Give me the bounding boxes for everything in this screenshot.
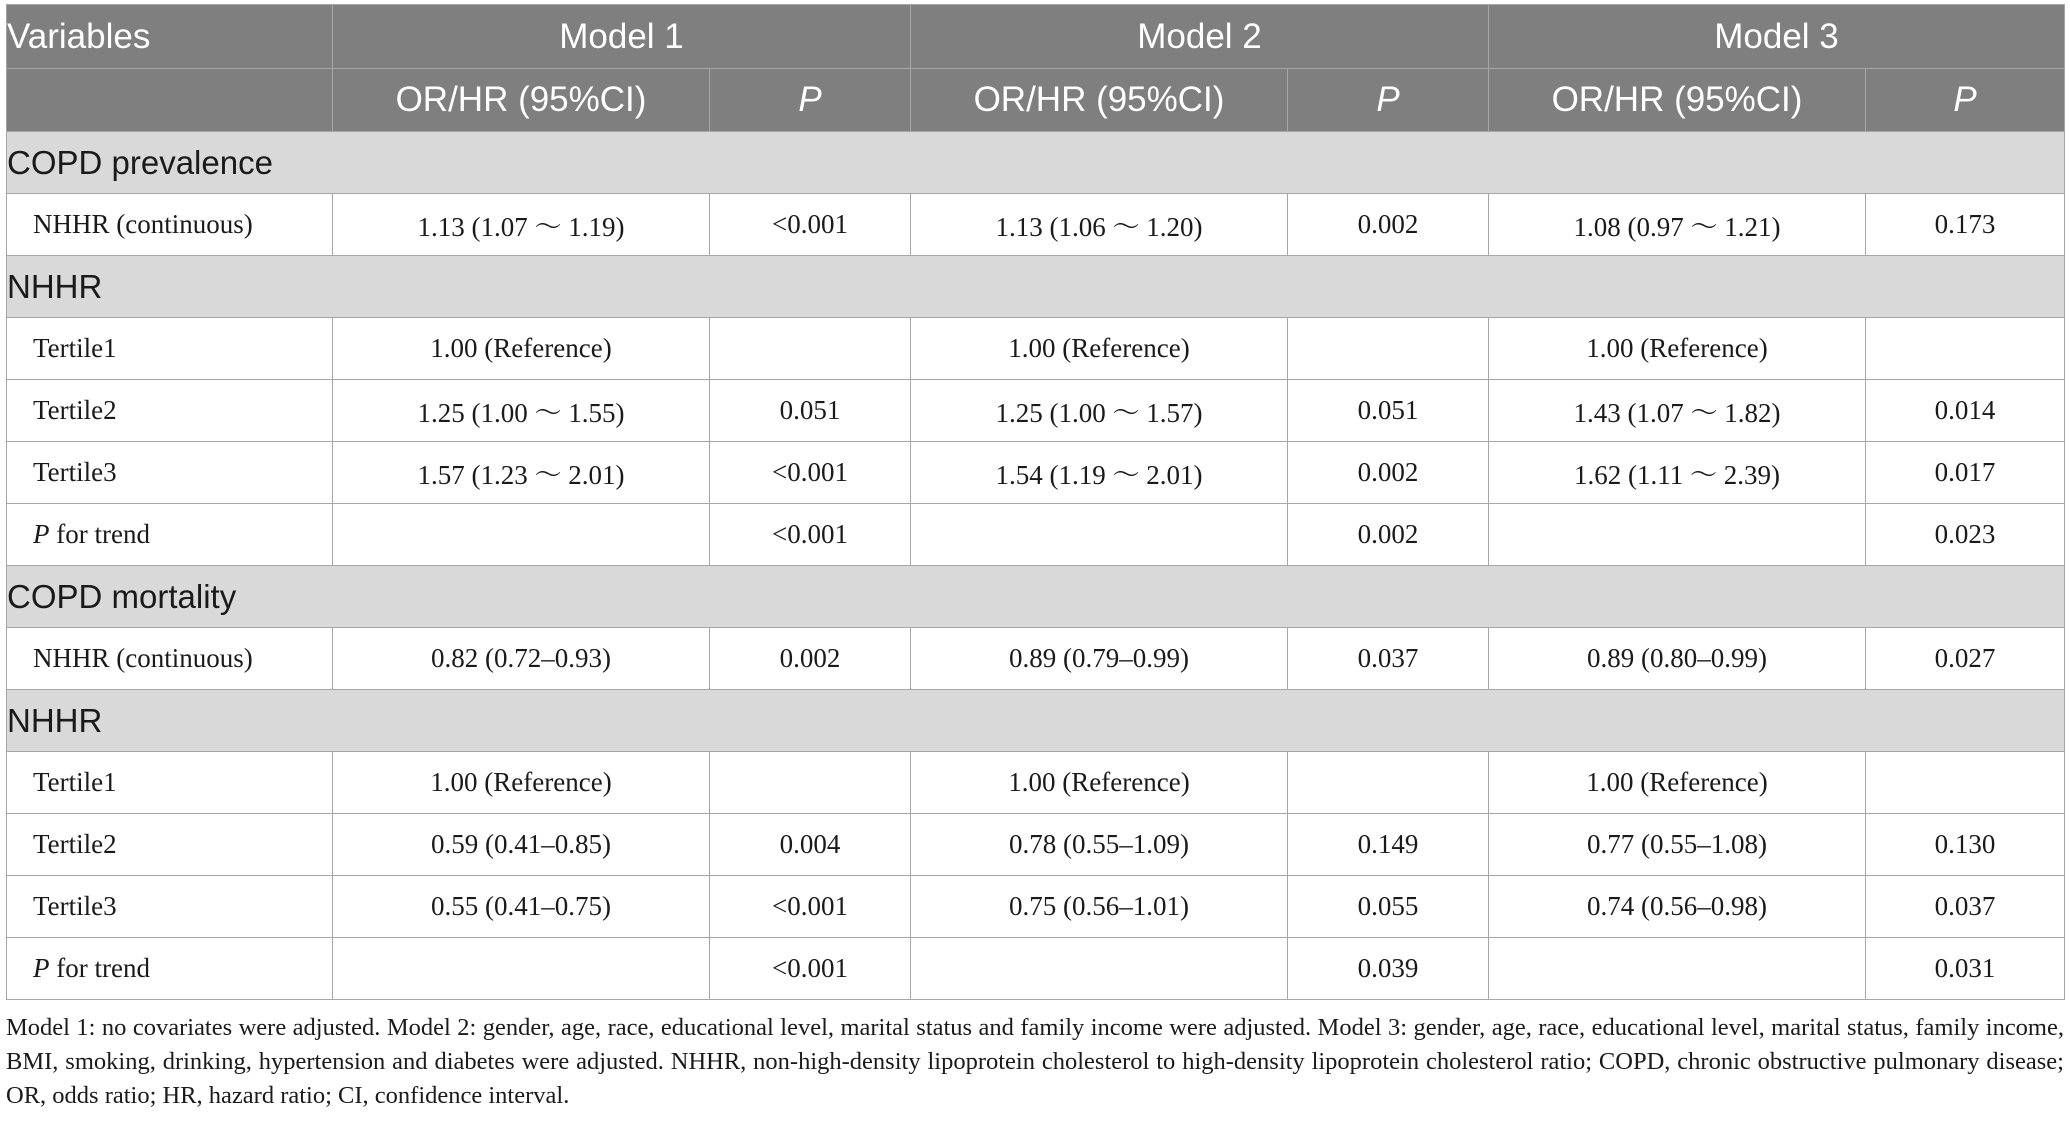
cell-or-hr <box>911 938 1288 1000</box>
header-empty <box>7 69 333 132</box>
cell-or-hr: 1.43 (1.07 ～ 1.82) <box>1489 380 1866 442</box>
row-label <box>7 938 333 1000</box>
table-row <box>7 628 2065 690</box>
row-label: Tertile3 <box>7 876 333 938</box>
section-header-row <box>7 256 2065 318</box>
subheader-p: P <box>710 69 911 132</box>
cell-or-hr: 1.25 (1.00 ～ 1.57) <box>911 380 1288 442</box>
cell-p-value: 0.149 <box>1288 814 1489 876</box>
cell-p-value <box>1866 752 2065 814</box>
cell-p-value: 0.051 <box>1288 380 1489 442</box>
subheader-or: OR/HR (95%CI) <box>333 69 710 132</box>
cell-or-hr: 1.00 (Reference) <box>333 318 710 380</box>
section-header-row <box>7 566 2065 628</box>
section-header-row <box>7 132 2065 194</box>
cell-p-value: 0.173 <box>1866 194 2065 256</box>
subheader-or: OR/HR (95%CI) <box>911 69 1288 132</box>
cell-or-hr: 1.13 (1.06 ～ 1.20) <box>911 194 1288 256</box>
table-row <box>7 504 2065 566</box>
cell-p-value: 0.037 <box>1288 628 1489 690</box>
cell-or-hr <box>333 938 710 1000</box>
cell-p-value: 0.031 <box>1866 938 2065 1000</box>
table-row <box>7 876 2065 938</box>
section-title: COPD mortality <box>7 566 2065 628</box>
subheader-p: P <box>1288 69 1489 132</box>
cell-p-value: 0.039 <box>1288 938 1489 1000</box>
row-label: Tertile2 <box>7 814 333 876</box>
subheader-p: P <box>1866 69 2065 132</box>
section-title: COPD prevalence <box>7 132 2065 194</box>
row-label-italic: P <box>33 519 50 549</box>
section-title: NHHR <box>7 690 2065 752</box>
header-row-sub <box>7 69 2065 132</box>
cell-p-value <box>1288 318 1489 380</box>
cell-p-value: <0.001 <box>710 876 911 938</box>
subheader-or: OR/HR (95%CI) <box>1489 69 1866 132</box>
cell-or-hr: 0.77 (0.55–1.08) <box>1489 814 1866 876</box>
cell-or-hr: 0.89 (0.80–0.99) <box>1489 628 1866 690</box>
row-label-italic: P <box>33 953 50 983</box>
header-model-3: Model 3 <box>1489 5 2065 69</box>
row-label: NHHR (continuous) <box>7 628 333 690</box>
results-table-container <box>6 4 2064 1000</box>
table-row <box>7 938 2065 1000</box>
cell-or-hr: 0.74 (0.56–0.98) <box>1489 876 1866 938</box>
cell-p-value: 0.037 <box>1866 876 2065 938</box>
cell-or-hr: 1.00 (Reference) <box>911 318 1288 380</box>
header-model-1: Model 1 <box>333 5 911 69</box>
cell-p-value: 0.002 <box>710 628 911 690</box>
row-label <box>7 504 333 566</box>
cell-or-hr: 1.25 (1.00 ～ 1.55) <box>333 380 710 442</box>
cell-or-hr <box>333 504 710 566</box>
cell-or-hr: 1.00 (Reference) <box>333 752 710 814</box>
cell-or-hr <box>911 504 1288 566</box>
cell-or-hr: 0.78 (0.55–1.09) <box>911 814 1288 876</box>
cell-or-hr: 1.57 (1.23 ～ 2.01) <box>333 442 710 504</box>
cell-p-value: 0.027 <box>1866 628 2065 690</box>
cell-or-hr: 1.00 (Reference) <box>1489 752 1866 814</box>
cell-or-hr: 0.55 (0.41–0.75) <box>333 876 710 938</box>
cell-p-value: 0.130 <box>1866 814 2065 876</box>
cell-or-hr: 1.62 (1.11 ～ 2.39) <box>1489 442 1866 504</box>
cell-p-value: 0.023 <box>1866 504 2065 566</box>
row-label-rest: for trend <box>49 519 150 549</box>
row-label-rest: for trend <box>49 953 150 983</box>
table-row <box>7 442 2065 504</box>
table-row <box>7 814 2065 876</box>
table-row <box>7 318 2065 380</box>
cell-p-value: 0.002 <box>1288 194 1489 256</box>
header-row-models <box>7 5 2065 69</box>
cell-or-hr: 1.54 (1.19 ～ 2.01) <box>911 442 1288 504</box>
section-title: NHHR <box>7 256 2065 318</box>
row-label: Tertile2 <box>7 380 333 442</box>
cell-or-hr <box>1489 504 1866 566</box>
cell-p-value: 0.017 <box>1866 442 2065 504</box>
row-label: NHHR (continuous) <box>7 194 333 256</box>
row-label: Tertile3 <box>7 442 333 504</box>
table-footnote: Model 1: no covariates were adjusted. Model 2: gender, age, race, educational level, marital status and family income were adjusted. Model 3: gender, age, race, educational level, marital status, family income, BMI, smoking, drinking, hypertension and diabetes were adjusted. NHHR, non-high-density lipoprotein cholesterol to high-density lipoprotein cholesterol ratio; COPD, chronic obstructive pulmonary disease; OR, odds ratio; HR, hazard ratio; CI, confidence interval. <box>6 1014 2064 1109</box>
cell-p-value <box>710 318 911 380</box>
section-header-row <box>7 690 2065 752</box>
cell-or-hr: 0.75 (0.56–1.01) <box>911 876 1288 938</box>
table-row <box>7 194 2065 256</box>
cell-p-value: 0.002 <box>1288 442 1489 504</box>
cell-p-value: 0.002 <box>1288 504 1489 566</box>
cell-or-hr <box>1489 938 1866 1000</box>
cell-p-value: 0.051 <box>710 380 911 442</box>
table-row <box>7 752 2065 814</box>
cell-p-value <box>1288 752 1489 814</box>
cell-or-hr: 1.00 (Reference) <box>911 752 1288 814</box>
cell-or-hr: 1.08 (0.97 ～ 1.21) <box>1489 194 1866 256</box>
cell-p-value: <0.001 <box>710 194 911 256</box>
cell-or-hr: 1.13 (1.07 ～ 1.19) <box>333 194 710 256</box>
cell-p-value <box>1866 318 2065 380</box>
row-label: Tertile1 <box>7 752 333 814</box>
header-variables: Variables <box>7 5 333 69</box>
cell-p-value <box>710 752 911 814</box>
cell-p-value: <0.001 <box>710 442 911 504</box>
cell-p-value: <0.001 <box>710 504 911 566</box>
cell-or-hr: 0.82 (0.72–0.93) <box>333 628 710 690</box>
cell-or-hr: 0.59 (0.41–0.85) <box>333 814 710 876</box>
results-table <box>6 4 2065 1000</box>
header-model-2: Model 2 <box>911 5 1489 69</box>
table-body <box>7 132 2065 1000</box>
row-label: Tertile1 <box>7 318 333 380</box>
cell-p-value: <0.001 <box>710 938 911 1000</box>
cell-p-value: 0.014 <box>1866 380 2065 442</box>
cell-or-hr: 0.89 (0.79–0.99) <box>911 628 1288 690</box>
cell-p-value: 0.055 <box>1288 876 1489 938</box>
cell-or-hr: 1.00 (Reference) <box>1489 318 1866 380</box>
table-row <box>7 380 2065 442</box>
cell-p-value: 0.004 <box>710 814 911 876</box>
